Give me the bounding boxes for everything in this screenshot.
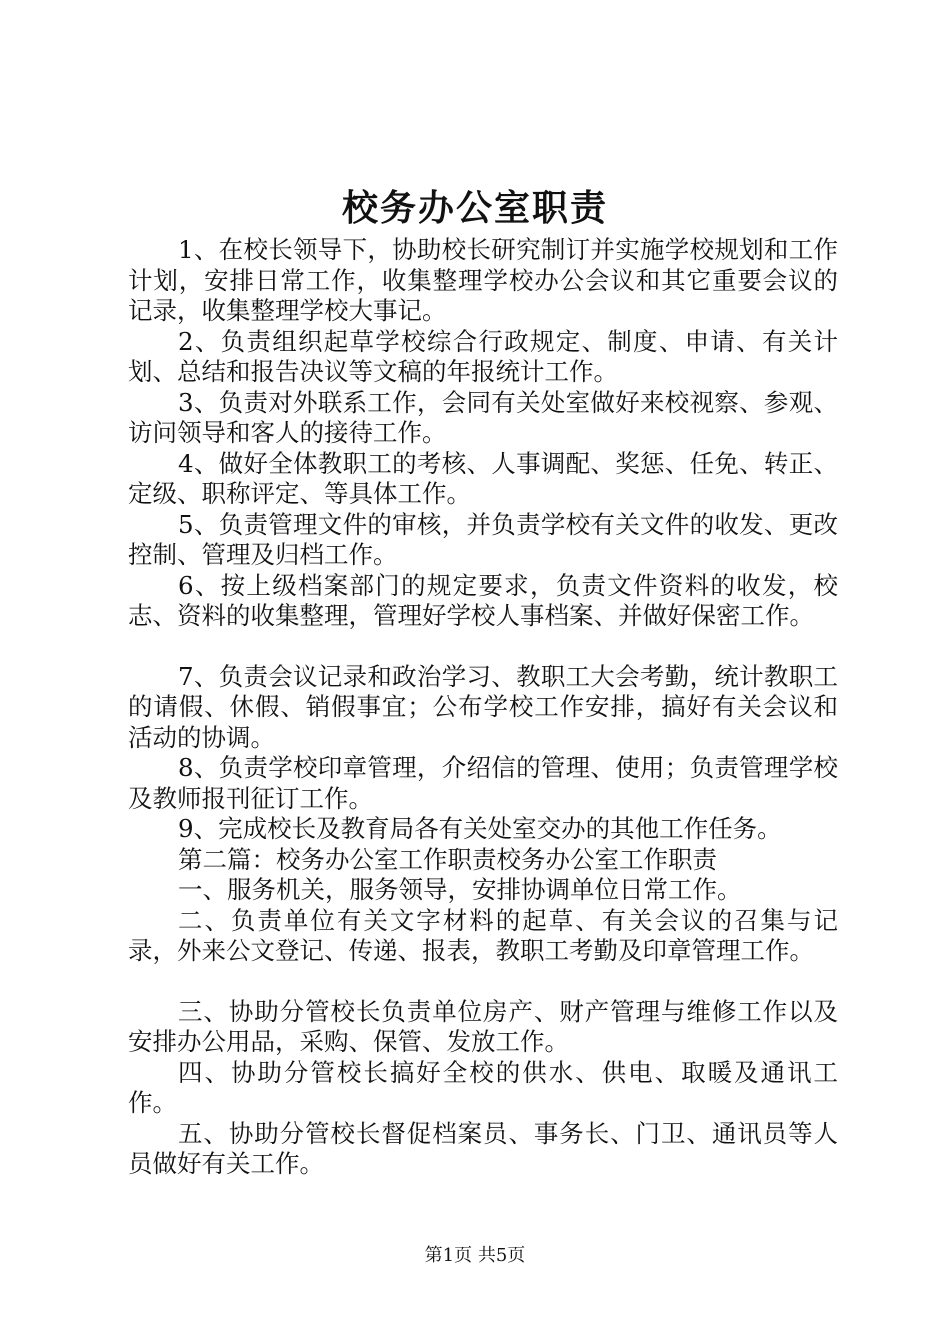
paragraph-7: 7、负责会议记录和政治学习、教职工大会考勤，统计教职工的请假、休假、销假事宜；公布学校工作安排，搞好有关会议和活动的协调。 xyxy=(128,661,838,752)
page-footer: 第1页 共5页 xyxy=(424,1245,526,1266)
paragraph-6: 6、按上级档案部门的规定要求，负责文件资料的收发，校志、资料的收集整理，管理好学校人事档案、并做好保密工作。 xyxy=(128,570,838,630)
duty-item-2: 二、负责单位有关文字材料的起草、有关会议的召集与记录，外来公文登记、传递、报表，教职工考勤及印章管理工作。 xyxy=(128,905,838,965)
paragraph-9: 9、完成校长及教育局各有关处室交办的其他工作任务。 xyxy=(178,814,782,843)
paragraph-5: 5、负责管理文件的审核，并负责学校有关文件的收发、更改控制、管理及归档工作。 xyxy=(128,509,838,569)
paragraph-2: 2、负责组织起草学校综合行政规定、制度、申请、有关计划、总结和报告决议等文稿的年报统计工作。 xyxy=(128,326,838,386)
paragraph-4: 4、做好全体教职工的考核、人事调配、奖惩、任免、转正、定级、职称评定、等具体工作。 xyxy=(128,448,838,508)
duty-item-4: 四、协助分管校长搞好全校的供水、供电、取暖及通讯工作。 xyxy=(128,1057,838,1117)
section-heading: 第二篇：校务办公室工作职责校务办公室工作职责 xyxy=(178,844,717,874)
duty-item-5: 五、协助分管校长督促档案员、事务长、门卫、通讯员等人员做好有关工作。 xyxy=(128,1118,838,1178)
document-title: 校务办公室职责 xyxy=(341,187,608,229)
paragraph-1: 1、在校长领导下，协助校长研究制订并实施学校规划和工作计划，安排日常工作，收集整理学校办公会议和其它重要会议的记录，收集整理学校大事记。 xyxy=(128,235,838,325)
document-body xyxy=(128,235,838,1180)
paragraph-8: 8、负责学校印章管理，介绍信的管理、使用；负责管理学校及教师报刊征订工作。 xyxy=(128,753,838,813)
paragraph-3: 3、负责对外联系工作，会同有关处室做好来校视察、参观、访问领导和客人的接待工作。 xyxy=(128,387,838,447)
duty-item-3: 三、协助分管校长负责单位房产、财产管理与维修工作以及安排办公用品，采购、保管、发放工作。 xyxy=(128,996,838,1056)
duty-item-1: 一、服务机关，服务领导，安排协调单位日常工作。 xyxy=(178,875,742,904)
